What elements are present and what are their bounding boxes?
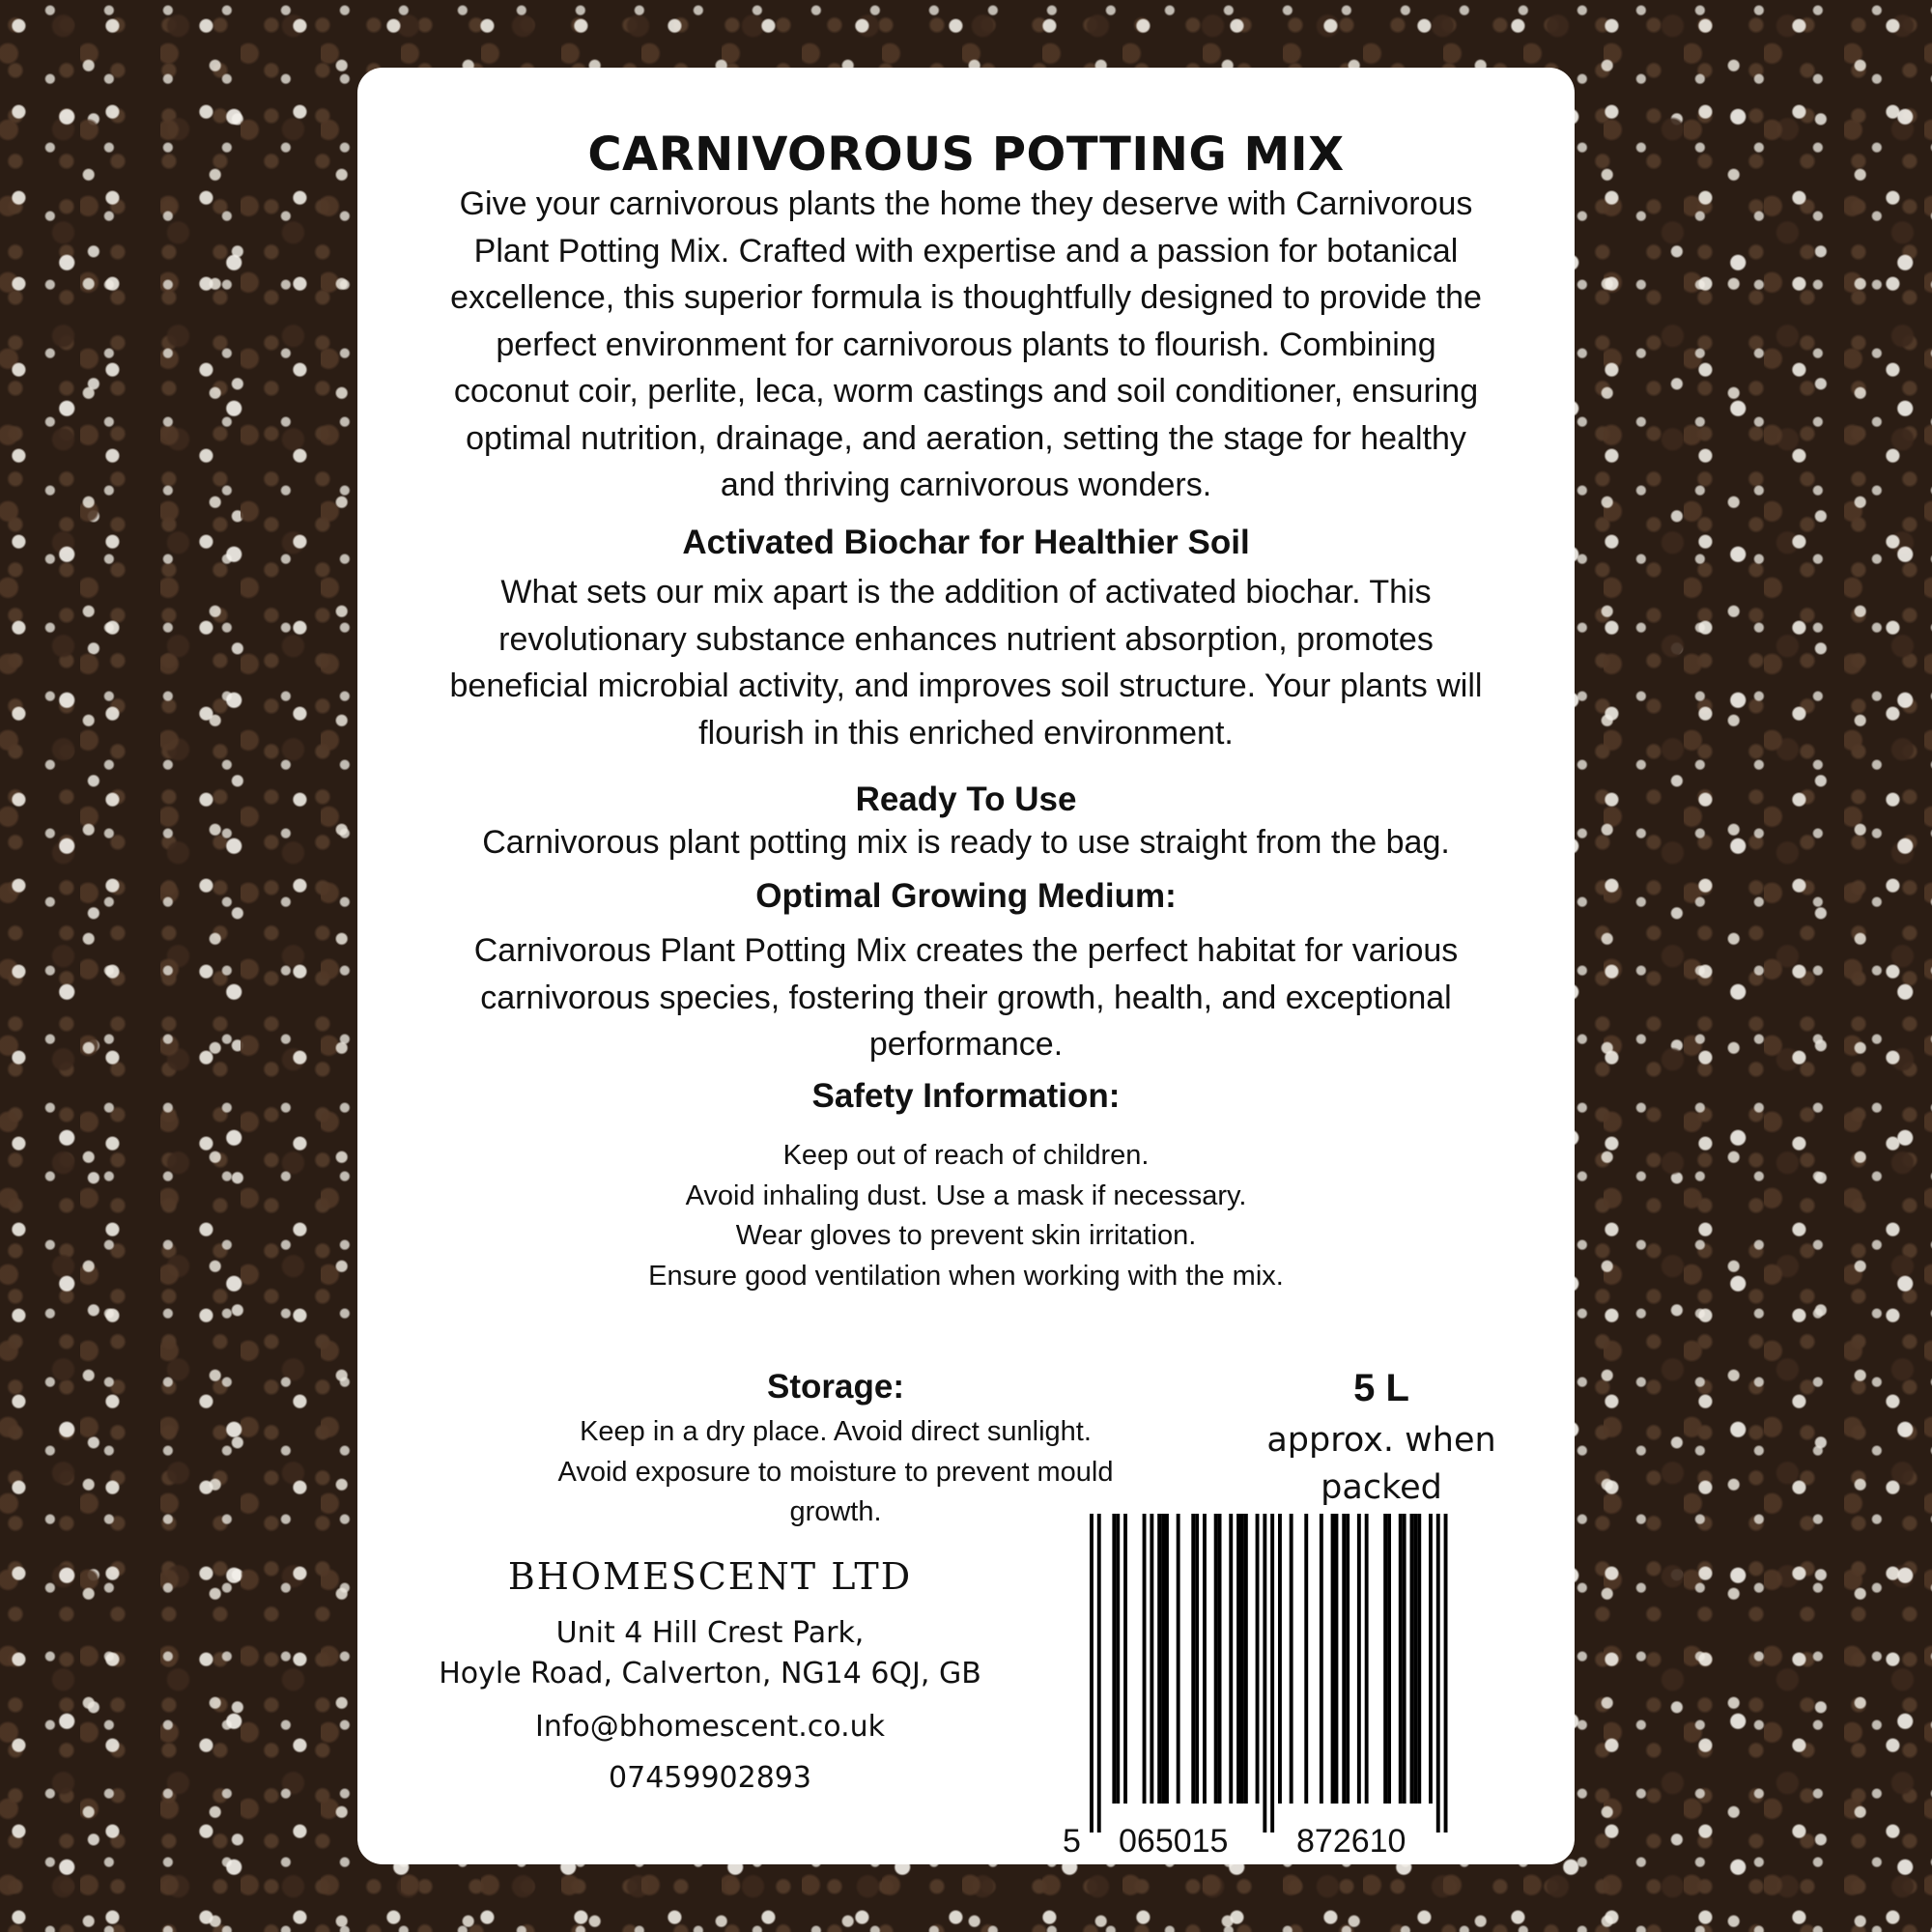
- barcode-bar: [1399, 1514, 1403, 1804]
- barcode-right-group: 872610: [1296, 1823, 1406, 1860]
- medium-line: carnivorous species, fostering their growth, health, and exceptional: [480, 979, 1452, 1016]
- barcode-guard-bar: [1090, 1514, 1094, 1833]
- barcode-bar: [1214, 1514, 1218, 1804]
- safety-list: [357, 1136, 1575, 1296]
- quantity-note-line: approx. when: [1266, 1421, 1496, 1460]
- barcode-bar: [1240, 1514, 1244, 1804]
- barcode-bar: [1177, 1514, 1180, 1804]
- company-address: [425, 1613, 995, 1694]
- barcode-bar: [1357, 1514, 1361, 1804]
- address-line: Unit 4 Hill Crest Park,: [555, 1616, 865, 1650]
- barcode-guard-bar: [1097, 1514, 1101, 1833]
- storage-heading: Storage:: [767, 1368, 904, 1406]
- storage-item: Keep in a dry place. Avoid direct sunlight.: [580, 1416, 1092, 1447]
- barcode-bar: [1383, 1514, 1387, 1804]
- barcode-guard-bar: [1444, 1514, 1448, 1833]
- biochar-line: beneficial microbial activity, and improves soil structure. Your plants will: [449, 668, 1483, 704]
- safety-item: Keep out of reach of children.: [782, 1140, 1150, 1171]
- barcode-bar: [1256, 1514, 1260, 1804]
- safety-item: Wear gloves to prevent skin irritation.: [735, 1220, 1197, 1251]
- quantity-value: 5 L: [1353, 1367, 1409, 1409]
- barcode-bar: [1191, 1514, 1195, 1804]
- barcode-bar: [1342, 1514, 1346, 1804]
- barcode-bar: [1331, 1514, 1335, 1804]
- company-email: Info@bhomescent.co.uk: [534, 1710, 885, 1744]
- barcode-left-group: 065015: [1119, 1823, 1229, 1860]
- ready-text: Carnivorous plant potting mix is ready to use straight from the bag.: [482, 824, 1450, 861]
- barcode-bar: [1413, 1514, 1417, 1804]
- barcode-bar: [1346, 1514, 1350, 1804]
- barcode-bar: [1218, 1514, 1222, 1804]
- barcode-bar: [1203, 1514, 1207, 1804]
- medium-line: performance.: [868, 1026, 1064, 1063]
- barcode-bar: [1403, 1514, 1406, 1804]
- intro-line: and thriving carnivorous wonders.: [720, 467, 1212, 503]
- barcode-bar: [1229, 1514, 1233, 1804]
- intro-line: excellence, this superior formula is thoughtfully designed to provide the: [450, 279, 1482, 316]
- barcode-bar: [1150, 1514, 1153, 1804]
- company-name: BHOMESCENT LTD: [507, 1555, 913, 1598]
- ready-heading: Ready To Use: [855, 781, 1077, 818]
- safety-item: Ensure good ventilation when working with the mix.: [648, 1260, 1284, 1292]
- barcode-guard-bar: [1263, 1514, 1266, 1833]
- product-label-card: [357, 68, 1575, 1864]
- barcode-bar: [1112, 1514, 1116, 1804]
- barcode-bar: [1123, 1514, 1127, 1804]
- barcode-bar: [1304, 1514, 1308, 1804]
- quantity-note-line: packed: [1321, 1468, 1442, 1507]
- barcode-guard-bar: [1270, 1514, 1274, 1833]
- barcode-bar: [1143, 1514, 1147, 1804]
- biochar-line: What sets our mix apart is the addition of activated biochar. This: [500, 574, 1432, 611]
- barcode-first-digit: 5: [1063, 1823, 1081, 1860]
- intro-line: perfect environment for carnivorous plants to flourish. Combining: [496, 326, 1436, 363]
- intro-paragraph: [396, 181, 1536, 509]
- address-line: Hoyle Road, Calverton, NG14 6QJ, GB: [439, 1657, 981, 1690]
- intro-line: optimal nutrition, drainage, and aeration, setting the stage for healthy: [466, 419, 1466, 457]
- barcode-bar: [1236, 1514, 1240, 1804]
- barcode-guard-bar: [1436, 1514, 1440, 1833]
- barcode-bar: [1410, 1514, 1414, 1804]
- biochar-paragraph: [396, 569, 1536, 756]
- medium-heading: Optimal Growing Medium:: [755, 877, 1177, 915]
- intro-line: coconut coir, perlite, leca, worm castings and soil conditioner, ensuring: [453, 373, 1479, 410]
- barcode-bar: [1165, 1514, 1169, 1804]
- product-title: CARNIVOROUS POTTING MIX: [587, 128, 1345, 182]
- storage-item: Avoid exposure to moisture to prevent mould growth.: [557, 1456, 1114, 1527]
- quantity-note: [1256, 1417, 1507, 1512]
- storage-list: [551, 1412, 1121, 1533]
- barcode-bar: [1278, 1514, 1282, 1804]
- barcode-bar: [1290, 1514, 1293, 1804]
- intro-line: Plant Potting Mix. Crafted with expertise and a passion for botanical: [473, 232, 1459, 270]
- barcode-bar: [1387, 1514, 1391, 1804]
- medium-paragraph: [396, 927, 1536, 1068]
- safety-heading: Safety Information:: [811, 1077, 1121, 1115]
- barcode-bar: [1429, 1514, 1433, 1804]
- barcode: [1053, 1514, 1478, 1861]
- medium-line: Carnivorous Plant Potting Mix creates the perfect habitat for various: [473, 932, 1459, 969]
- intro-line: Give your carnivorous plants the home they deserve with Carnivorous: [459, 185, 1473, 222]
- barcode-bar: [1320, 1514, 1323, 1804]
- biochar-line: flourish in this enriched environment.: [698, 714, 1234, 752]
- barcode-bar: [1116, 1514, 1120, 1804]
- barcode-bar: [1161, 1514, 1165, 1804]
- barcode-bars: [1090, 1514, 1448, 1833]
- safety-item: Avoid inhaling dust. Use a mask if necessary.: [685, 1179, 1247, 1211]
- biochar-line: revolutionary substance enhances nutrient absorption, promotes: [498, 620, 1434, 658]
- barcode-bar: [1244, 1514, 1248, 1804]
- barcode-bar: [1157, 1514, 1161, 1804]
- biochar-heading: Activated Biochar for Healthier Soil: [682, 524, 1250, 561]
- barcode-bar: [1365, 1514, 1369, 1804]
- barcode-bar: [1335, 1514, 1339, 1804]
- barcode-bar: [1417, 1514, 1421, 1804]
- barcode-bar: [1195, 1514, 1199, 1804]
- company-phone: 07459902893: [609, 1761, 811, 1795]
